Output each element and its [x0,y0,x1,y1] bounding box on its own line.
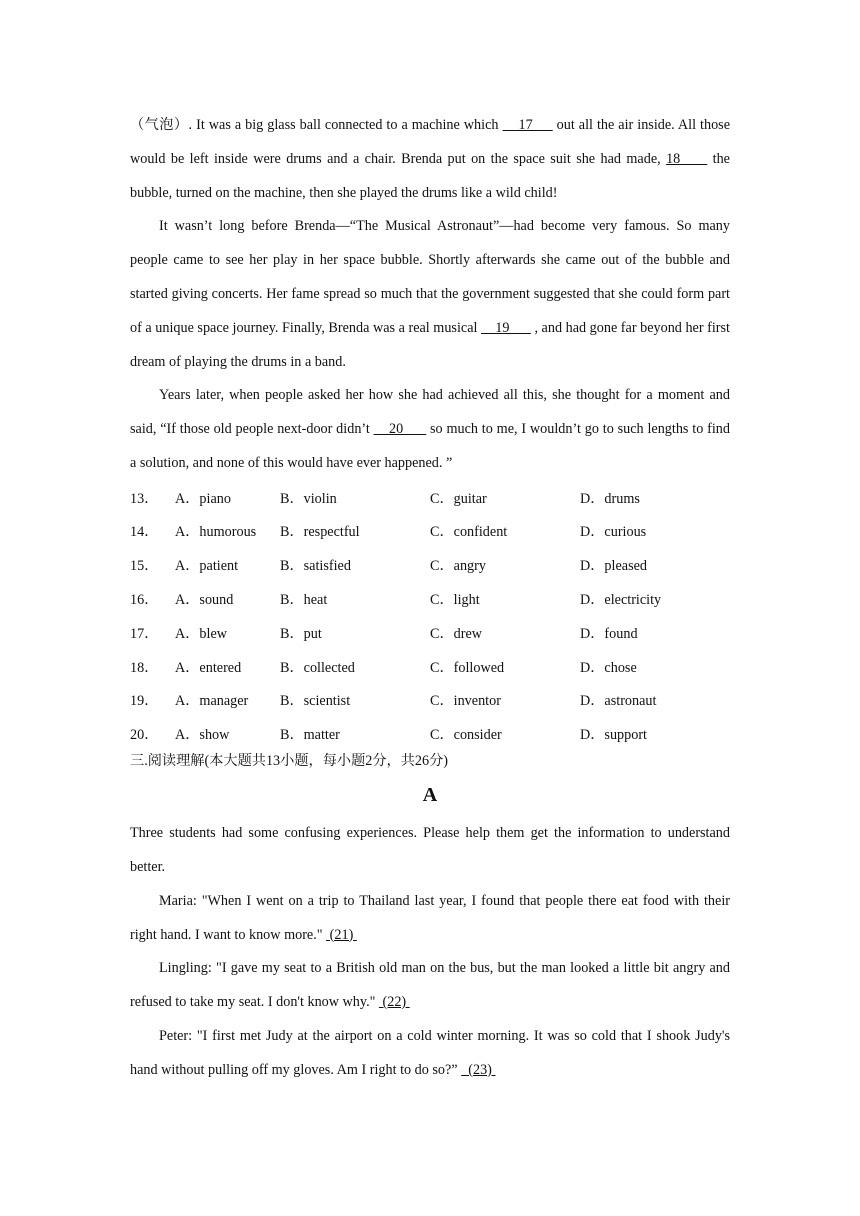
passage-paragraph-1 [130,109,730,210]
passage-text: out all the air inside. All those would be left inside were drums and a chair. Brenda put on the space suit she had made, [130,117,731,167]
option-d: D．support [580,727,647,744]
option-c: C．light [430,592,480,609]
option-a: A．manager [175,693,249,710]
passage-text: It wasn’t long before Brenda—“The Musical Astronaut”—had become very famous. So many people came to see her play in her space bubble. Shortly afterwards she came out of the bubble and started giving concerts. Her fame spread so much that the government suggested that she could form part of a unique space journey. Finally, Brenda was a real musical [130,218,730,336]
option-d: D．drums [580,490,640,507]
maria-text: Maria: "When I went on a trip to Thailand last year, I found that people there eat food with their right hand. I want to know more." [130,892,730,943]
option-b: B．scientist [280,693,351,710]
lingling-paragraph [130,952,730,1020]
question-row [130,616,730,650]
option-b: B．matter [280,727,340,744]
passage-paragraph-3 [130,379,730,480]
option-b: B．satisfied [280,558,351,575]
option-a: A．piano [175,490,231,507]
passage-text: the bubble, turned on the machine, then she played the drums like a wild child! [130,150,730,201]
option-d: D．electricity [580,592,662,609]
question-row [130,650,730,684]
blank-22: (22) [378,994,410,1011]
blank-18: 18 [666,150,708,167]
question-row [130,548,730,582]
question-number: 13． [130,490,159,507]
part-letter: A [422,784,438,807]
option-c: C．angry [430,558,486,575]
option-d: D．found [580,625,638,642]
option-a: A．show [175,727,230,744]
peter-text: Peter: "I first met Judy at the airport on a cold winter morning. It was so cold that I shook Judy's hand without pulling off my gloves. Am I right to do so?” [130,1027,730,1078]
option-a: A．sound [175,592,234,609]
option-d: D．curious [580,524,647,541]
option-c: C．guitar [430,490,487,507]
question-number: 17． [130,625,159,642]
question-number: 20． [130,727,159,744]
question-row [130,481,730,515]
question-number: 15． [130,558,159,575]
option-a: A．blew [175,625,228,642]
option-a: A．patient [175,558,239,575]
option-d: D．chose [580,659,637,676]
option-d: D．pleased [580,558,647,575]
question-row [130,717,730,751]
passage-text: Years later, when people asked her how she had achieved all this, she thought for a moment and said, “If those old people next-door didn’t [130,387,730,438]
question-row [130,684,730,718]
blank-19: 19 [481,319,531,336]
maria-paragraph [130,885,730,953]
option-b: B．heat [280,592,328,609]
section-heading: 三.阅读理解(本大题共13小题，每小题2分，共26分) [130,753,449,770]
question-number: 18． [130,659,159,676]
page-content [130,109,730,1088]
option-c: C．confident [430,524,508,541]
option-c: C．consider [430,727,502,744]
passage-paragraph-2 [130,210,730,379]
passage-text: （气泡）. It was a big glass ball connected to a machine which [130,117,503,133]
question-number: 19． [130,693,159,710]
passage-text: , and had gone far beyond her first dream of playing the drums in a band. [130,319,730,370]
passage-text: so much to me, I wouldn’t go to such lengths to find a solution, and none of this would have ever happened. ” [130,421,730,471]
blank-21: (21) [326,926,357,943]
option-c: C．followed [430,659,505,676]
lingling-text: Lingling: "I gave my seat to a British old man on the bus, but the man looked a little bit angry and refused to take my seat. I don't know why." [130,960,730,1011]
option-b: B．collected [280,659,355,676]
option-c: C．inventor [430,693,501,710]
option-a: A．humorous [175,524,257,541]
option-b: B．put [280,625,322,642]
reading-intro: Three students had some confusing experiences. Please help them get the information to understand better. [130,825,730,875]
option-c: C．drew [430,625,483,642]
question-row [130,515,730,549]
option-d: D．astronaut [580,693,657,710]
option-b: B．respectful [280,524,360,541]
option-a: A．entered [175,659,242,676]
peter-paragraph [130,1020,730,1088]
question-number: 14． [130,524,159,541]
blank-20: 20 [373,421,427,438]
blank-23: (23) [461,1061,496,1078]
question-number: 16． [130,592,159,609]
option-b: B．violin [280,490,337,507]
blank-17: 17 [502,117,553,133]
question-row [130,582,730,616]
options-table [130,481,730,751]
